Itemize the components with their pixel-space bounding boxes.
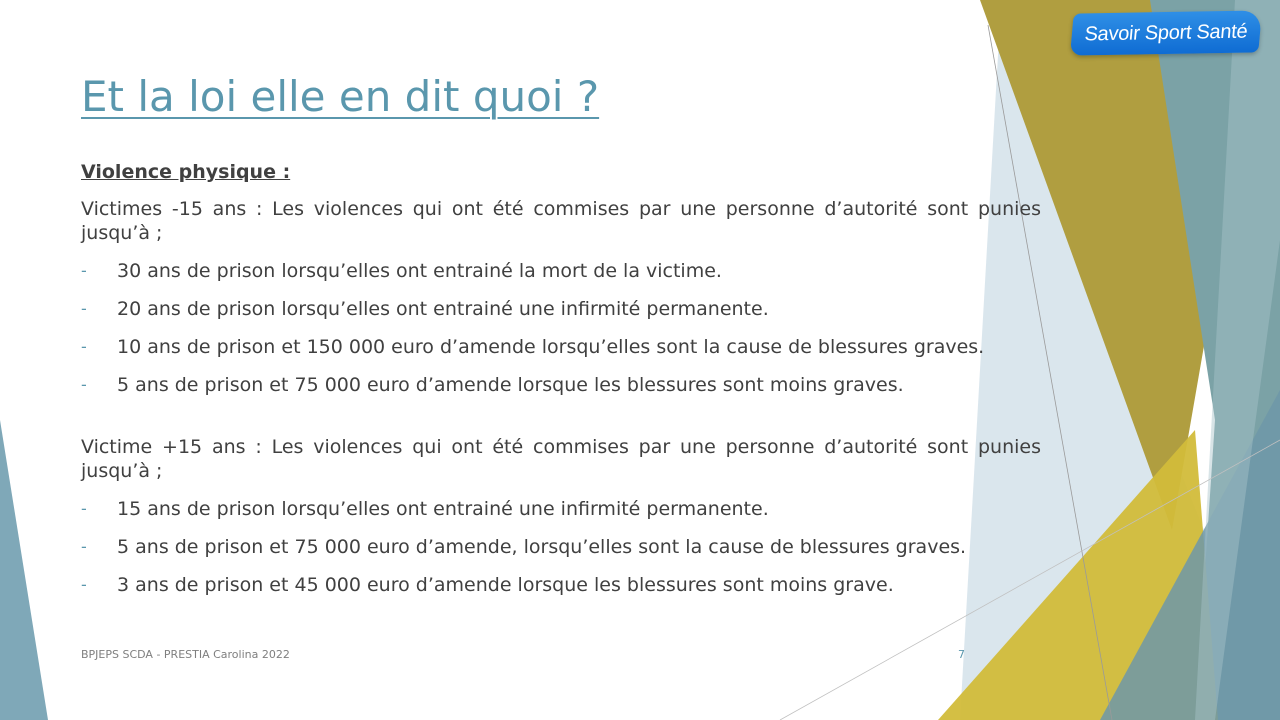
group2-intro: Victime +15 ans : Les violences qui ont été commises par une personne d’autorité sont punies jusqu’à ; <box>81 436 1041 482</box>
list-item-text: 5 ans de prison et 75 000 euro d’amende lorsque les blessures sont moins graves. <box>117 374 904 396</box>
list-item <box>81 297 1041 321</box>
bullet-dash: - <box>81 261 87 280</box>
bullet-dash: - <box>81 499 87 518</box>
list-item <box>81 535 1041 559</box>
list-item <box>81 373 1041 397</box>
list-item-text: 3 ans de prison et 45 000 euro d’amende lorsque les blessures sont moins grave. <box>117 574 894 596</box>
list-item-text: 5 ans de prison et 75 000 euro d’amende, lorsqu’elles sont la cause de blessures graves. <box>117 536 967 558</box>
bullet-dash: - <box>81 337 87 356</box>
bullet-dash: - <box>81 575 87 594</box>
footer-text: BPJEPS SCDA - PRESTIA Carolina 2022 <box>81 648 290 661</box>
list-item-text: 15 ans de prison lorsqu’elles ont entrainé une infirmité permanente. <box>117 498 769 520</box>
savoir-sport-sante-logo <box>1070 10 1262 55</box>
section-heading: Violence physique : <box>81 161 291 183</box>
list-item-text: 10 ans de prison et 150 000 euro d’amende lorsqu’elles sont la cause de blessures graves. <box>117 336 985 358</box>
list-item <box>81 259 1041 283</box>
logo-text: Savoir Sport Santé <box>1083 20 1249 45</box>
list-item <box>81 497 1041 521</box>
left-teal-shape <box>0 420 48 720</box>
slide-title: Et la loi elle en dit quoi ? <box>81 72 600 121</box>
bullet-dash: - <box>81 537 87 556</box>
slide-body <box>81 160 1041 611</box>
group1-intro: Victimes -15 ans : Les violences qui ont été commises par une personne d’autorité sont punies jusqu’à ; <box>81 198 1041 244</box>
list-item-text: 20 ans de prison lorsqu’elles ont entrainé une infirmité permanente. <box>117 298 769 320</box>
list-item <box>81 335 1041 359</box>
list-item <box>81 573 1041 597</box>
list-item-text: 30 ans de prison lorsqu’elles ont entrainé la mort de la victime. <box>117 260 722 282</box>
bullet-dash: - <box>81 299 87 318</box>
bullet-dash: - <box>81 375 87 394</box>
page-number: 7 <box>958 648 965 661</box>
